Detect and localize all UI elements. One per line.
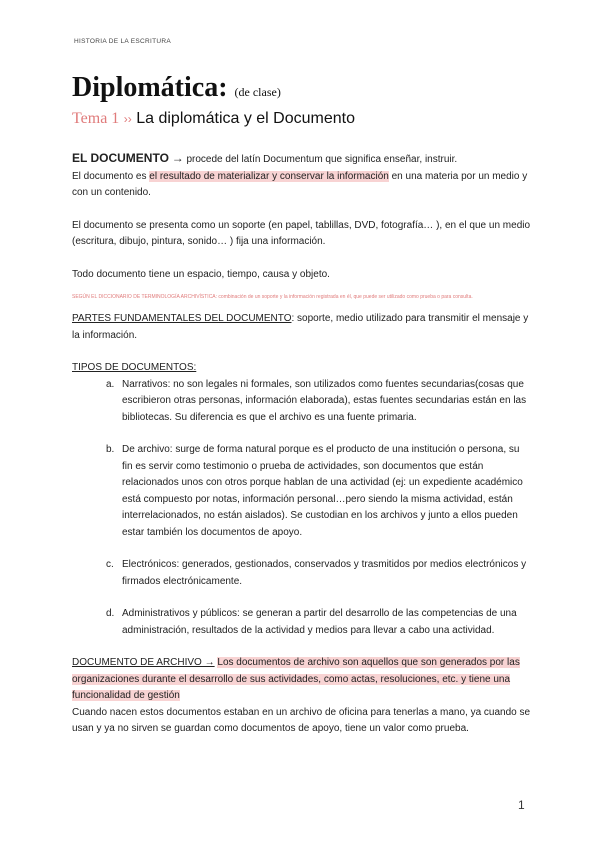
list-marker: a. <box>106 378 115 390</box>
highlighted-text: Los documentos de archivo son aquellos que son generados por las organizaciones durante el desarrollo de sus actividades, como actas, resoluciones, etc. y tiene una funcionalidad de gestión <box>72 657 520 701</box>
archivo-definition <box>72 655 532 705</box>
arrow-right-icon: → <box>171 151 184 165</box>
documento-heading: EL DOCUMENTO <box>72 151 169 165</box>
list-item-text: Administrativos y públicos: se generan a partir del desarrollo de las competencias de una administración, resultados de la actividad y medios para llevar a cabo una actividad. <box>122 608 517 636</box>
list-item <box>106 557 532 590</box>
archivo-label: DOCUMENTO DE ARCHIVO → <box>72 657 215 668</box>
dictionary-note: SEGÚN EL DICCIONARIO DE TERMINOLOGÍA ARCHIVÍSTICA: combinación de un soporte y la información registrada en él, que puede ser utilizado como prueba o para consulta. <box>72 294 473 300</box>
list-item-text: De archivo: surge de forma natural porque es el producto de una institución o persona, su fin es servir como testimonio o prueba de actividades, son documentos que están relacionados unos con otros porque hablan de una actividad (ej: un expediente académico está compuesto por notas, información personal…pero siendo la misma actividad, están interrelacionados, no están aislados). Se custodian en los archivos y junto a ellos pueden estar también los documentos de apoyo. <box>122 444 523 538</box>
chapter-subtitle <box>72 110 355 128</box>
partes-label: PARTES FUNDAMENTALES DEL DOCUMENTO <box>72 313 292 324</box>
topic-title: La diplomática y el Documento <box>136 110 355 127</box>
tipos-heading: TIPOS DE DOCUMENTOS: <box>72 362 197 373</box>
documento-line2-pre: El documento es <box>72 170 150 182</box>
partes-text: : soporte, medio utilizado para transmitir el mensaje y la información. <box>72 313 529 341</box>
highlighted-text: el resultado de materializar y conservar la información <box>149 170 389 182</box>
list-item-text: Narrativos: no son legales ni formales, son utilizados como fuentes secundarias(cosas que escribieron otras personas, información elaborada), estas fuentes secundarias están en las bibliotecas. Su diferencia es que el archivo es una fuente primaria. <box>122 378 527 423</box>
document-body <box>72 150 532 738</box>
running-header: HISTORIA DE LA ESCRITURA <box>74 38 172 45</box>
list-marker: c. <box>106 559 114 570</box>
list-item <box>106 606 532 639</box>
title-main: Diplomática: <box>72 72 228 103</box>
page-title <box>72 72 281 104</box>
partes-paragraph <box>72 311 532 344</box>
list-item <box>106 442 532 541</box>
page-number: 1 <box>518 798 525 812</box>
double-chevron-icon: ›› <box>123 112 132 126</box>
list-item <box>106 377 532 427</box>
soporte-paragraph: El documento se presenta como un soporte (en papel, tablillas, DVD, fotografía… ), en el que un medio (escritura, dibujo, pintura, sonido… ) fija una información. <box>72 219 531 247</box>
list-item-text: Electrónicos: generados, gestionados, conservados y trasmitidos por medios electrónicos y firmados electrónicamente. <box>122 559 527 587</box>
documento-definition <box>72 150 532 169</box>
espacio-paragraph: Todo documento tiene un espacio, tiempo, causa y objeto. <box>72 268 330 280</box>
list-marker: b. <box>106 444 115 455</box>
documento-line2-post: en una materia por un medio y con un contenido. <box>72 170 528 198</box>
documento-heading-rest: procede del latín Documentum que significa enseñar, instruir. <box>183 154 458 165</box>
archivo-paragraph: Cuando nacen estos documentos estaban en un archivo de oficina para tenerlas a mano, ya cuando se usan y ya no sirven se guardan como documentos de apoyo, tiene un valor como prueba. <box>72 706 531 734</box>
documento-result-line <box>72 169 532 202</box>
tema-label: Tema 1 <box>72 110 120 127</box>
tipos-list <box>72 377 532 640</box>
title-sub: (de clase) <box>234 85 281 99</box>
list-marker: d. <box>106 608 115 619</box>
